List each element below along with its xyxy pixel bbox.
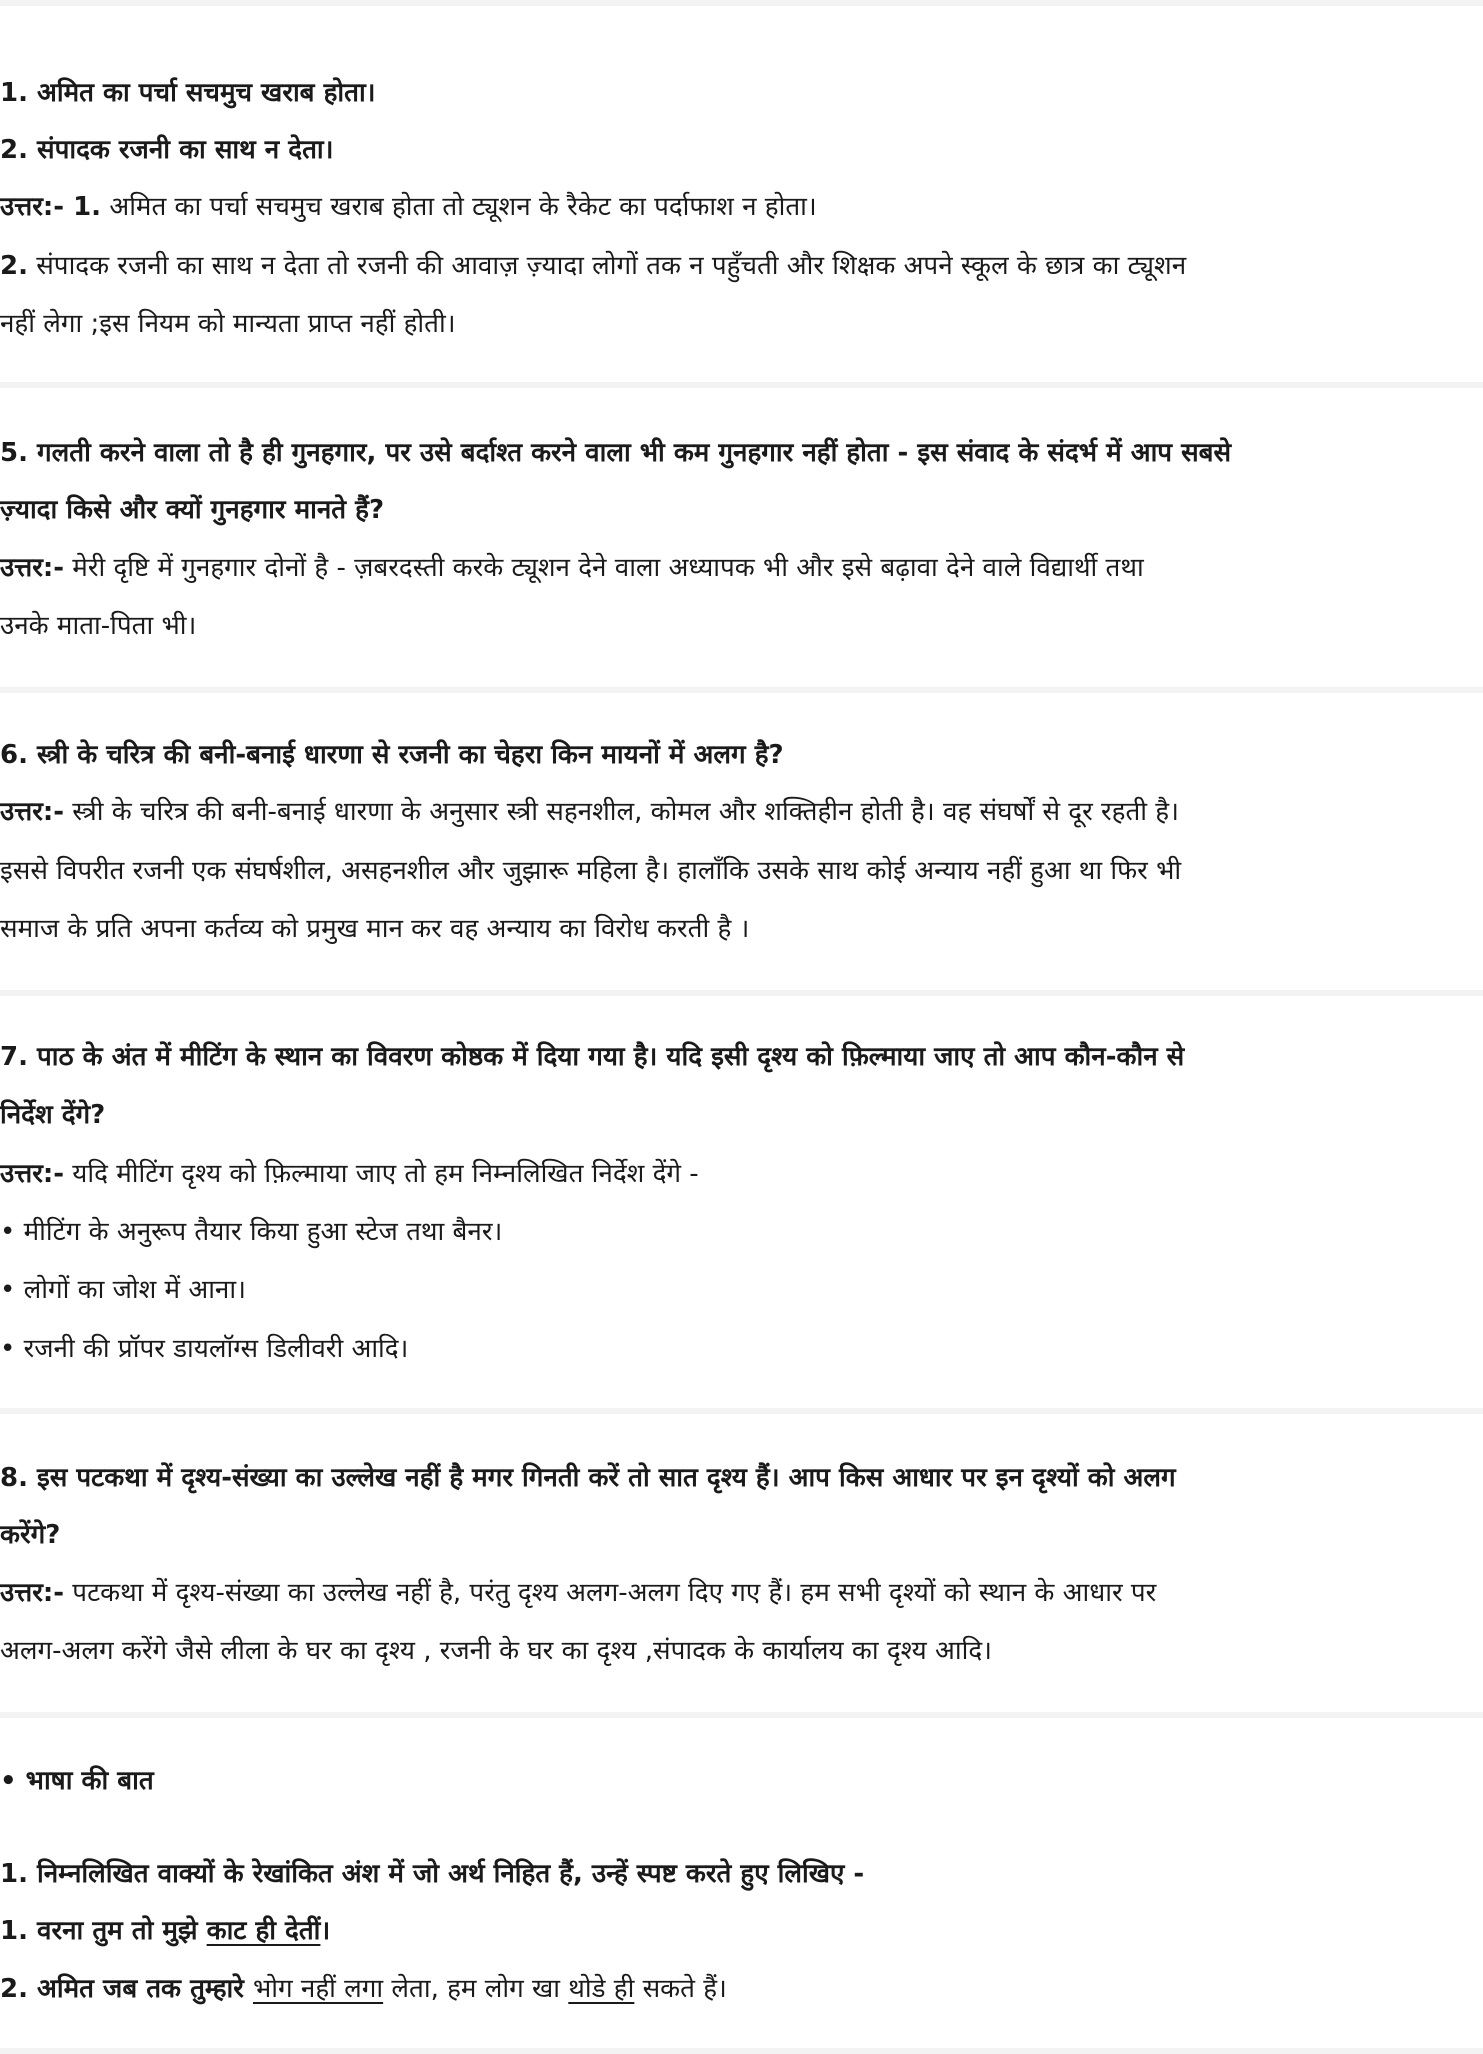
answer-line: नहीं लेगा ;इस नियम को मान्यता प्राप्त नहीं होती।	[0, 309, 456, 339]
bullet-item: • लोगों का जोश में आना।	[0, 1275, 246, 1305]
question-line: निर्देश देंगे?	[0, 1100, 106, 1130]
answer-text: स्त्री के चरित्र की बनी-बनाई धारणा के अनुसार स्त्री सहनशील, कोमल और शक्तिहीन होती है। वह संघर्षों से दूर रहती है।	[64, 797, 1179, 827]
sentence-text: 1. वरना तुम तो मुझे	[0, 1916, 207, 1946]
question-line: 1. अमित का पर्चा सचमुच खराब होता।	[0, 78, 376, 108]
question-line: 2. संपादक रजनी का साथ न देता।	[0, 135, 334, 165]
answer-number: 2.	[0, 251, 28, 281]
answer-text: पटकथा में दृश्य-संख्या का उल्लेख नहीं है, परंतु दृश्य अलग-अलग दिए गए हैं। हम सभी दृश्यों को स्थान के आधार पर	[64, 1578, 1157, 1608]
answer-label: उत्तर:-	[0, 1159, 65, 1189]
answer-line	[0, 178, 1475, 236]
divider	[0, 990, 1483, 996]
sentence-text: सकते हैं।	[634, 1974, 727, 2004]
answer-text: मेरी दृष्टि में गुनहगार दोनों है - ज़बरदस्ती करके ट्यूशन देने वाला अध्यापक भी और इसे बढ़ावा देने वाले विद्यार्थी तथा	[64, 553, 1144, 583]
answer-line	[0, 237, 1475, 295]
section-heading: • भाषा की बात	[0, 1766, 154, 1796]
answer-text: संपादक रजनी का साथ न देता तो रजनी की आवाज़ ज़्यादा लोगों तक न पहुँचती और शिक्षक अपने स्कूल के छात्र का ट्यूशन	[27, 251, 1187, 281]
answer-text: अमित का पर्चा सचमुच खराब होता तो ट्यूशन के रैकेट का पर्दाफाश न होता।	[101, 192, 817, 222]
underlined-phrase: भोग नहीं लगा	[252, 1974, 384, 2004]
divider	[0, 382, 1483, 388]
question-line: 6. स्त्री के चरित्र की बनी-बनाई धारणा से रजनी का चेहरा किन मायनों में अलग है?	[0, 740, 784, 770]
answer-line: उनके माता-पिता भी।	[0, 611, 197, 641]
answer-label: उत्तर:-	[0, 1578, 65, 1608]
answer-line	[0, 1564, 1475, 1622]
divider	[0, 1712, 1483, 1718]
question-line: 5. गलती करने वाला तो है ही गुनहगार, पर उसे बर्दाश्त करने वाला भी कम गुनहगार नहीं होता - इस संवाद के संदर्भ में आप सबसे	[0, 438, 1232, 468]
bullet-item: • मीटिंग के अनुरूप तैयार किया हुआ स्टेज तथा बैनर।	[0, 1217, 503, 1247]
question-line: करेंगे?	[0, 1520, 61, 1550]
divider	[0, 0, 1483, 6]
question-line: 7. पाठ के अंत में मीटिंग के स्थान का विवरण कोष्ठक में दिया गया है। यदि इसी दृश्य को फ़िल्माया जाए तो आप कौन-कौन से	[0, 1042, 1185, 1072]
divider	[0, 687, 1483, 693]
divider	[0, 2048, 1483, 2054]
question-line: ज़्यादा किसे और क्यों गुनहगार मानते हैं?	[0, 495, 385, 525]
sentence-number: 2. अमित जब तक तुम्हारे	[0, 1974, 253, 2004]
answer-line: इससे विपरीत रजनी एक संघर्षशील, असहनशील और जुझारू महिला है। हालाँकि उसके साथ कोई अन्याय नहीं हुआ था फिर भी	[0, 856, 1182, 886]
answer-label: उत्तर:- 1.	[0, 192, 102, 222]
answer-line: समाज के प्रति अपना कर्तव्य को प्रमुख मान कर वह अन्याय का विरोध करती है ।	[0, 914, 750, 944]
answer-label: उत्तर:-	[0, 797, 65, 827]
answer-line	[0, 539, 1475, 597]
answer-text: यदि मीटिंग दृश्य को फ़िल्माया जाए तो हम निम्नलिखित निर्देश देंगे -	[64, 1159, 699, 1189]
answer-line: अलग-अलग करेंगे जैसे लीला के घर का दृश्य , रजनी के घर का दृश्य ,संपादक के कार्यालय का दृश्य आदि।	[0, 1636, 992, 1666]
sentence-text: लेता, हम लोग खा	[383, 1974, 569, 2004]
bullet-item: • रजनी की प्रॉपर डायलॉग्स डिलीवरी आदि।	[0, 1334, 409, 1364]
question-line: 1. निम्नलिखित वाक्यों के रेखांकित अंश में जो अर्थ निहित हैं, उन्हें स्पष्ट करते हुए लिखिए -	[0, 1859, 865, 1889]
divider	[0, 1408, 1483, 1414]
answer-label: उत्तर:-	[0, 553, 65, 583]
example-sentence	[0, 1960, 1475, 2018]
sentence-text: ।	[320, 1916, 331, 1946]
underlined-phrase: काट ही देतीं	[206, 1916, 321, 1946]
answer-line	[0, 783, 1475, 841]
example-sentence	[0, 1902, 1475, 1960]
underlined-phrase: थोडे ही	[568, 1974, 635, 2004]
answer-line	[0, 1145, 1475, 1203]
question-line: 8. इस पटकथा में दृश्य-संख्या का उल्लेख नहीं है मगर गिनती करें तो सात दृश्य हैं। आप किस आधार पर इन दृश्यों को अलग	[0, 1463, 1176, 1493]
